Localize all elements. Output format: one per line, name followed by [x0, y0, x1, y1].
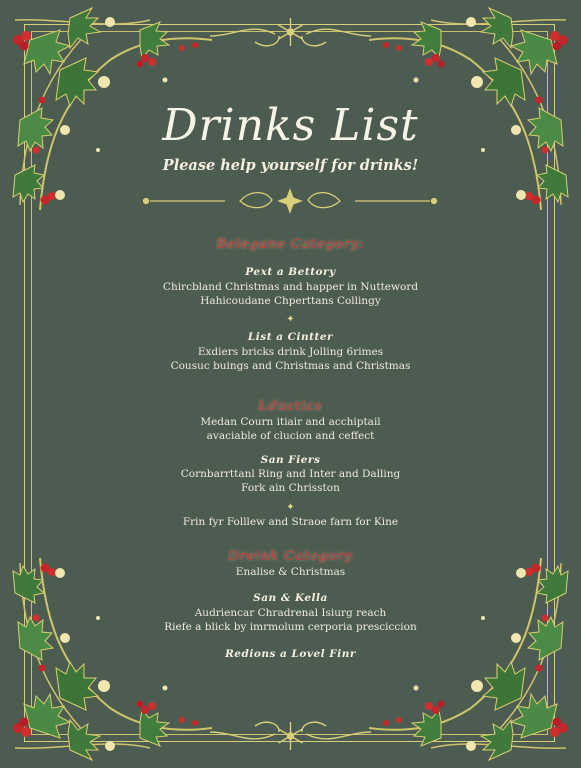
category-heading: Lductics: [258, 399, 323, 414]
drink-name: List a Cintter: [247, 331, 334, 343]
drink-description: Cousuc buings and Christmas and Christmas: [170, 360, 411, 372]
category-heading: Belegane Category:: [216, 237, 365, 252]
drink-description: Frin fyr Folllew and Straoe farn for Kine: [182, 516, 399, 528]
drink-name: San & Kella: [253, 592, 328, 604]
menu-content: [80, 0, 501, 768]
drink-description: Riefe a blick by imrmolum cerporia presciccion: [164, 621, 417, 633]
drink-description: Fork ain Chrisston: [241, 482, 340, 494]
menu-subtitle: Please help yourself for drinks!: [162, 157, 419, 174]
drink-name: San Fiers: [260, 454, 321, 466]
star-icon: ✦: [286, 314, 295, 325]
drink-description: Enalise & Christmas: [235, 566, 346, 578]
star-icon: ✦: [286, 502, 295, 513]
drink-name: Pext a Bettory: [245, 266, 336, 278]
drink-description: avaciable of clucion and ceffect: [206, 430, 375, 442]
drink-description: Exdiers bricks drink Jolling 6rimes: [197, 346, 384, 358]
drink-description: Audriencar Chradrenal Isiurg reach: [194, 607, 387, 619]
drink-description: Chircbland Christmas and happer in Nutteword: [162, 281, 419, 293]
drink-name: Redions a Lovel Finr: [225, 648, 356, 660]
category-heading: Dreink Category: [228, 549, 353, 564]
drink-description: Cornbarrttanl Ring and Inter and Dalling: [180, 468, 401, 480]
drink-description: Medan Courn itiair and acchiptail: [200, 416, 381, 428]
menu-title: Drinks List: [162, 100, 419, 151]
drink-description: Hahicoudane Chperttans Collingy: [200, 295, 381, 307]
